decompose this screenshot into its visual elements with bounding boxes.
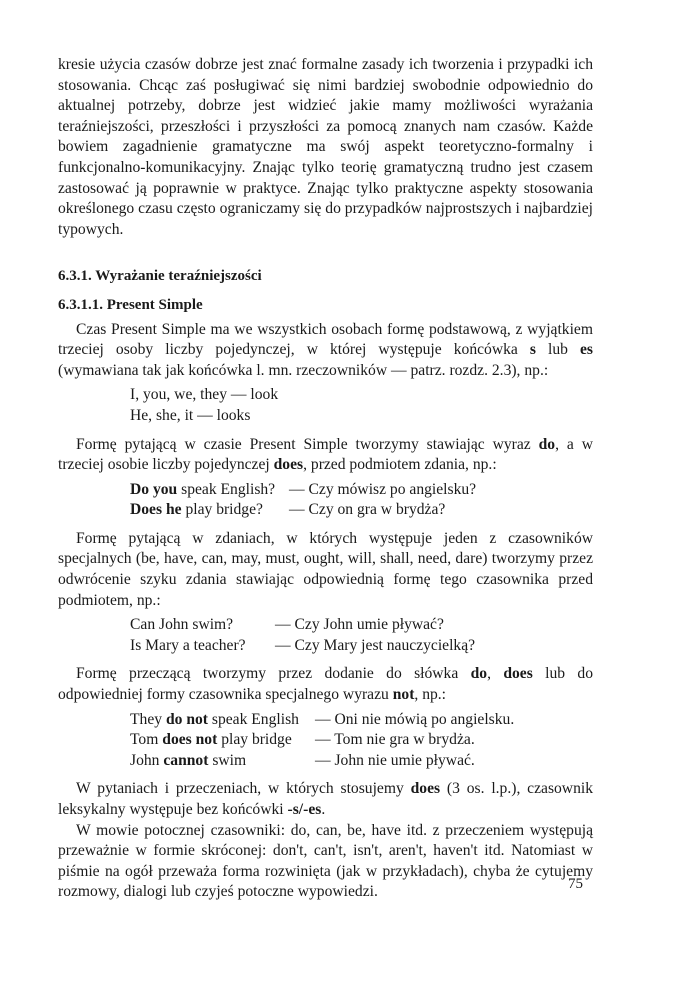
- example-line: Do you speak English? — Czy mówisz po angielsku?: [130, 480, 477, 498]
- paragraph-present-simple: Czas Present Simple ma we wszystkich osobach formę podstawową, z wyjątkiem trzeciej osoby liczby pojedynczej, w której występuje końcówka s lub es (wymawiana tak jak końcówka l. mn. rzeczowników — patrz. rozdz. 2.3), np.:: [58, 320, 593, 379]
- section-heading: 6.3.1. Wyrażanie teraźniejszości: [58, 268, 262, 285]
- page-content: [58, 55, 593, 903]
- example-line: Tom does not play bridge — Tom nie gra w brydża.: [130, 731, 475, 749]
- example-block-forms: [130, 385, 593, 426]
- example-line: He, she, it — looks: [130, 406, 251, 424]
- paragraph-special-verbs: Formę pytającą w zdaniach, w których występuje jeden z czasowników specjalnych (be, have, can, may, must, ought, will, shall, need, dare) tworzymy przez odwrócenie szyku zdania stawiając odpowiednią formę tego czasownika przed podmiotem, np.:: [58, 529, 593, 609]
- paragraph-negative-form: Formę przeczącą tworzymy przez dodanie do słówka do, does lub do odpowiedniej formy czasownika specjalnego wyrazu not, np.:: [58, 665, 593, 704]
- paragraph-question-form: Formę pytającą w czasie Present Simple tworzymy stawiając wyraz do, a w trzeciej osobie liczby pojedynczej does, przed podmiotem zdania, np.:: [58, 435, 593, 474]
- example-line: John cannot swim — John nie umie pływać.: [130, 751, 475, 769]
- example-line: Can John swim? — Czy John umie pływać?: [130, 616, 444, 634]
- intro-paragraph: kresie użycia czasów dobrze jest znać formalne zasady ich tworzenia i przypadki ich stosowania. Chcąc zaś posługiwać się nimi bardziej swobodnie odpowiednio do aktualnej potrzeby, dobrze jest widzieć jakie mamy możliwości wyrażania teraźniejszości, przeszłości i przyszłości za pomocą znanych nam czasów. Każde bowiem zagadnienie gramatyczne ma swój aspekt teoretyczno-formalny i funkcjonalno-komunikacyjny. Znając tylko teorię gramatyczną trudno jest czasem zastosować ją poprawnie w praktyce. Znając tylko praktyczne aspekty stosowania określonego czasu często ograniczamy się do przypadków najprostszych i najbardziej typowych.: [58, 56, 593, 238]
- example-line: Does he play bridge? — Czy on gra w brydża?: [130, 501, 446, 519]
- example-block-questions: [130, 480, 593, 521]
- example-line: I, you, we, they — look: [130, 386, 279, 404]
- example-line: Is Mary a teacher? — Czy Mary jest nauczycielką?: [130, 636, 476, 654]
- example-block-special: [130, 615, 593, 656]
- paragraph-lexical-verb: W pytaniach i przeczeniach, w których stosujemy does (3 os. l.p.), czasownik leksykalny występuje bez końcówki -s/-es.: [58, 780, 593, 818]
- paragraph-colloquial: W mowie potocznej czasowniki: do, can, be, have itd. z przeczeniem występują przeważnie w formie skróconej: don't, can't, isn't, aren't, haven't itd. Natomiast w piśmie na ogół przeważa forma rozwinięta (jak w przykładach), chyba że cytujemy rozmowy, dialogi lub czyjeś potoczne wypowiedzi.: [58, 821, 593, 901]
- subsection-heading: 6.3.1.1. Present Simple: [58, 296, 203, 313]
- page-number: 75: [568, 876, 583, 892]
- example-block-negatives: [130, 710, 593, 772]
- example-line: They do not speak English — Oni nie mówią po angielsku.: [130, 710, 515, 728]
